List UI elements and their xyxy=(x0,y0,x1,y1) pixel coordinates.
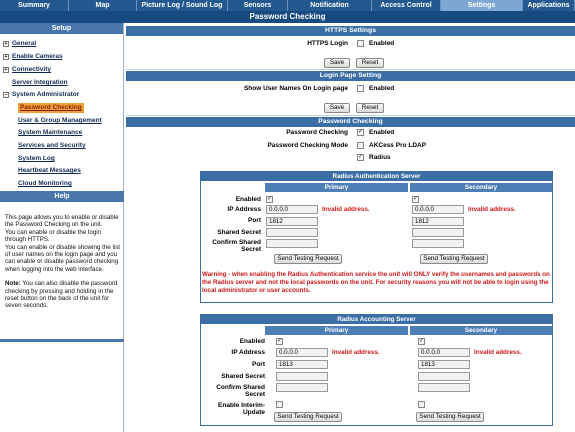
password-checking-label: Password Checking xyxy=(286,129,348,136)
radius-acct-secondary-enabled-checkbox[interactable]: ✓ xyxy=(419,338,425,344)
tab-sensors[interactable]: Sensors xyxy=(228,0,288,11)
divider xyxy=(126,69,575,70)
radius-auth-primary-heading: Primary xyxy=(265,183,408,192)
tab-map[interactable]: Map xyxy=(69,0,137,11)
sidebar-item-system-administrator[interactable] xyxy=(0,90,124,100)
sidebar-item-label: Enable Cameras xyxy=(12,53,63,60)
radius-auth-primary-confirm-input[interactable] xyxy=(266,239,318,248)
radius-authentication-panel xyxy=(200,171,553,303)
https-login-label: HTTPS Login xyxy=(307,40,348,47)
radius-auth-primary-send-button[interactable]: Send Testing Request xyxy=(274,254,342,264)
radius-acct-primary-enabled-checkbox[interactable]: ✓ xyxy=(277,338,283,344)
setup-heading: Setup xyxy=(0,23,123,34)
help-paragraph: This page allows you to enable or disable the Password Checking on the unit. xyxy=(5,214,119,229)
radius-auth-secondary-secret-input[interactable] xyxy=(412,228,464,237)
radius-acct-primary-send-button[interactable]: Send Testing Request xyxy=(274,412,342,422)
sidebar-item-services-security[interactable] xyxy=(0,141,124,151)
collapse-icon[interactable]: − xyxy=(4,92,8,98)
radius-acct-secondary-interim-checkbox[interactable] xyxy=(418,401,425,408)
radius-acct-primary-heading: Primary xyxy=(265,326,408,335)
sidebar-item-system-maintenance[interactable] xyxy=(0,128,124,138)
show-user-names-checkbox[interactable] xyxy=(357,85,364,92)
radius-acct-secondary-heading: Secondary xyxy=(410,326,552,335)
login-save-button[interactable]: Save xyxy=(324,103,350,113)
radius-auth-secondary-confirm-input[interactable] xyxy=(412,239,464,248)
sidebar-item-label: System Maintenance xyxy=(18,129,83,136)
radius-accounting-panel xyxy=(200,314,553,426)
radius-acct-primary-secret-input[interactable] xyxy=(276,372,328,381)
help-paragraph: You can enable or disable the login through HTTPS. xyxy=(5,228,102,244)
tab-summary[interactable]: Summary xyxy=(0,0,69,11)
sidebar-item-general[interactable] xyxy=(0,39,124,49)
tab-picture-log[interactable]: Picture Log / Sound Log xyxy=(137,0,228,11)
akcess-pro-ldap-label: AKCess Pro LDAP xyxy=(369,142,427,149)
radius-auth-ip-label: IP Address xyxy=(227,206,261,213)
sidebar-item-system-log[interactable] xyxy=(0,154,124,164)
sidebar-item-label: System Log xyxy=(18,155,55,162)
sidebar-item-label: Cloud Monitoring xyxy=(18,180,72,187)
password-checking-heading: Password Checking xyxy=(126,117,575,127)
radius-acct-interim-label: Enable Interim-Update xyxy=(218,402,265,416)
radius-acct-secret-label: Shared Secret xyxy=(221,373,265,380)
sidebar-item-heartbeat-messages[interactable] xyxy=(0,166,124,176)
tab-access-control[interactable]: Access Control xyxy=(372,0,441,11)
radius-acct-primary-ip-input[interactable]: 0.0.0.0 xyxy=(276,348,328,357)
radius-warning-text: Warning - when enabling the Radius Authentication service the unit will ONLY verify the usernames and passwords on the Radius server and not the local passwords on the unit. For security reasons you will not be able to login using the local administrator or user accounts. xyxy=(202,271,550,294)
radius-acct-secondary-confirm-input[interactable] xyxy=(418,383,470,392)
https-login-enabled-label: Enabled xyxy=(369,40,395,47)
sidebar-item-label: Server Integration xyxy=(12,79,68,86)
expand-icon[interactable]: + xyxy=(4,41,8,47)
radius-label: Radius xyxy=(369,154,391,161)
https-settings-heading: HTTPS Settings xyxy=(126,26,575,36)
radius-auth-secondary-ip-error: Invalid address. xyxy=(468,206,516,213)
tab-settings[interactable]: Settings xyxy=(441,0,523,11)
help-note-text: You can also disable the password checking by pressing and holding in the reset button on the back of the unit for seven seconds. xyxy=(5,280,118,310)
top-tab-bar xyxy=(0,0,575,11)
radius-auth-primary-secret-input[interactable] xyxy=(266,228,318,237)
sidebar-item-user-group-management[interactable] xyxy=(0,116,124,126)
radius-acct-secondary-secret-input[interactable] xyxy=(418,372,470,381)
radius-auth-heading: Radius Authentication Server xyxy=(201,172,552,181)
radius-auth-port-label: Port xyxy=(248,217,261,224)
radius-auth-enabled-label: Enabled xyxy=(235,196,261,203)
help-text xyxy=(5,214,121,310)
radius-acct-ip-label: IP Address xyxy=(231,349,265,356)
radius-acct-secondary-port-input[interactable]: 1813 xyxy=(418,360,470,369)
expand-icon[interactable]: + xyxy=(4,54,8,60)
radius-acct-secondary-ip-error: Invalid address. xyxy=(474,349,522,356)
radius-acct-primary-port-input[interactable]: 1813 xyxy=(276,360,328,369)
radius-auth-secondary-enabled-checkbox[interactable]: ✓ xyxy=(413,196,419,202)
radius-auth-primary-enabled-checkbox[interactable]: ✓ xyxy=(267,196,273,202)
radius-auth-primary-ip-input[interactable]: 0.0.0.0 xyxy=(266,205,318,214)
help-note xyxy=(5,280,121,310)
help-note-label: Note: xyxy=(5,280,21,288)
sidebar-item-label: Connectivity xyxy=(12,66,52,73)
sidebar xyxy=(0,23,124,432)
radius-auth-primary-ip-error: Invalid address. xyxy=(322,206,370,213)
password-checking-enabled-label: Enabled xyxy=(369,129,395,136)
help-paragraph: You can enable or disable showing the list of user names on the login page and you can enable or disable password checking when logging into the web interface. xyxy=(5,243,121,273)
show-user-names-enabled-label: Enabled xyxy=(369,85,395,92)
https-reset-button[interactable]: Reset xyxy=(356,58,384,68)
sidebar-item-label: User & Group Management xyxy=(18,117,102,124)
radius-auth-secondary-heading: Secondary xyxy=(410,183,552,192)
radius-auth-secret-label: Shared Secret xyxy=(217,229,261,236)
radius-acct-confirm-label: Confirm Shared Secret xyxy=(216,384,265,398)
sidebar-item-label: System Administrator xyxy=(12,91,80,98)
page-title: Password Checking xyxy=(0,11,575,23)
expand-icon[interactable]: + xyxy=(4,67,8,73)
akcess-pro-ldap-checkbox[interactable] xyxy=(357,142,364,149)
sidebar-item-cloud-monitoring[interactable] xyxy=(0,179,124,189)
radius-acct-port-label: Port xyxy=(252,361,265,368)
radius-acct-primary-ip-error: Invalid address. xyxy=(332,349,380,356)
login-reset-button[interactable]: Reset xyxy=(356,103,384,113)
radius-acct-enabled-label: Enabled xyxy=(239,338,265,345)
radius-auth-secondary-port-input[interactable]: 1812 xyxy=(412,217,464,226)
radius-acct-primary-interim-checkbox[interactable] xyxy=(276,401,283,408)
sidebar-item-label: Services and Security xyxy=(18,142,86,149)
sidebar-item-label: General xyxy=(12,40,37,47)
show-user-names-label: Show User Names On Login page xyxy=(243,85,348,92)
tab-notification[interactable]: Notification xyxy=(288,0,372,11)
radius-acct-primary-confirm-input[interactable] xyxy=(276,383,328,392)
radius-auth-secondary-ip-input[interactable]: 0.0.0.0 xyxy=(412,205,464,214)
password-checking-checkbox[interactable]: ✓ xyxy=(358,129,364,135)
radius-acct-secondary-ip-input[interactable]: 0.0.0.0 xyxy=(418,348,470,357)
https-save-button[interactable]: Save xyxy=(324,58,350,68)
help-heading: Help xyxy=(0,191,124,202)
radius-acct-secondary-send-button[interactable]: Send Testing Request xyxy=(416,412,484,422)
radius-auth-confirm-label: Confirm Shared Secret xyxy=(212,239,261,253)
sidebar-item-connectivity[interactable] xyxy=(0,65,124,75)
https-login-checkbox[interactable] xyxy=(357,40,364,47)
sidebar-item-label: Heartbeat Messages xyxy=(18,167,81,174)
tab-applications[interactable]: Applications xyxy=(523,0,575,11)
sidebar-item-enable-cameras[interactable] xyxy=(0,52,124,62)
radius-acct-heading: Radius Accounting Server xyxy=(201,315,552,324)
radius-auth-primary-port-input[interactable]: 1812 xyxy=(266,217,318,226)
login-page-setting-heading: Login Page Setting xyxy=(126,71,575,81)
radius-checkbox[interactable]: ✓ xyxy=(358,154,364,160)
password-checking-mode-label: Password Checking Mode xyxy=(267,142,348,149)
radius-auth-secondary-send-button[interactable]: Send Testing Request xyxy=(420,254,488,264)
divider xyxy=(126,115,575,116)
sidebar-item-label: Password Checking xyxy=(20,104,82,111)
sidebar-item-server-integration[interactable] xyxy=(0,78,124,88)
sidebar-item-password-checking[interactable] xyxy=(0,103,124,113)
sidebar-divider xyxy=(0,339,124,342)
